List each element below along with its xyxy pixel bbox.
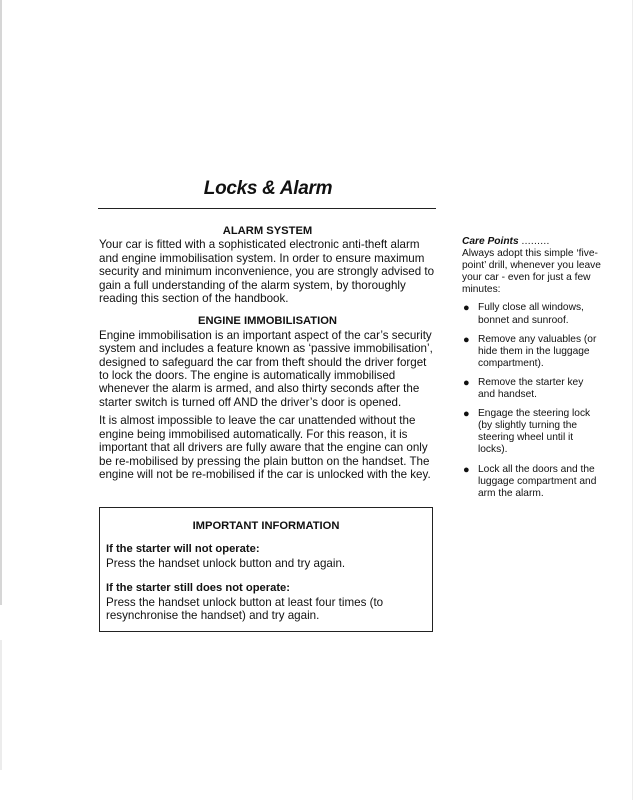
- title-divider: [98, 208, 436, 209]
- engine-immobilisation-heading: ENGINE IMMOBILISATION: [197, 315, 337, 328]
- care-point-item: [462, 377, 602, 401]
- info-item-text: Press the handset unlock button and try again.: [106, 556, 346, 570]
- care-point-item: [462, 302, 602, 326]
- alarm-system-body: Your car is fitted with a sophisticated electronic anti-theft alarm and engine immobilisation system. In order to ensure maximum security and minimum inconvenience, you are strongly advised to gain a full understanding of the alarm system, by thoroughly reading this section of the handbook.: [99, 238, 435, 306]
- care-point-item: [462, 334, 602, 370]
- care-point-text: Remove the starter key and handset.: [478, 376, 584, 401]
- bullet-icon: ●: [463, 376, 470, 389]
- alarm-system-heading: ALARM SYSTEM: [222, 225, 313, 237]
- care-point-item: [462, 464, 602, 500]
- info-item: [106, 581, 426, 622]
- engine-immobilisation-section: [99, 315, 436, 481]
- care-points-sidebar: [462, 236, 602, 507]
- info-item-label: If the starter will not operate:: [106, 543, 260, 556]
- bullet-icon: ●: [463, 408, 470, 421]
- page-edge-left-lower: [0, 640, 2, 770]
- care-point-text: Fully close all windows, bonnet and sunroof.: [478, 302, 584, 326]
- alarm-system-section: [99, 225, 436, 305]
- engine-immobilisation-para-1: Engine immobilisation is an important aspect of the car’s security system and includes a feature known as ‘passive immobilisation’, designed to safeguard the car from theft should the driver forget to lock the doors. The engine is automatically immobilised whenever the alarm is armed, and also thirty seconds after the starter switch is turned off AND the driver’s door is opened.: [99, 328, 433, 409]
- care-points-intro: Always adopt this simple ‘five-point’ drill, whenever you leave your car - even for just a few minutes:: [462, 248, 601, 296]
- care-points-list: [462, 302, 602, 499]
- engine-immobilisation-para-2: It is almost impossible to leave the car unattended without the engine being immobilised automatically. For this reason, it is important that all drivers are fully aware that the engine can only be re-mobilised by pressing the plain button on the handset. The engine will not be re-mobilised if the car is unlocked with the key.: [99, 414, 431, 481]
- care-points-title: Care Points: [462, 236, 519, 247]
- important-information-box: [99, 507, 433, 632]
- bullet-icon: ●: [463, 463, 470, 476]
- care-point-text: Lock all the doors and the luggage compartment and arm the alarm.: [478, 463, 597, 499]
- info-item-text: Press the handset unlock button at least four times (to resynchronise the handset) and try again.: [106, 595, 384, 623]
- care-points-dots: .........: [521, 236, 550, 247]
- care-points-heading: [462, 236, 602, 248]
- main-column: [99, 225, 436, 481]
- page-title: Locks & Alarm: [203, 178, 333, 199]
- info-item: [106, 542, 426, 570]
- info-item-label: If the starter still does not operate:: [106, 582, 291, 595]
- page-edge-left: [0, 0, 2, 605]
- care-point-item: [462, 408, 602, 456]
- care-point-text: Engage the steering lock (by slightly turning the steering wheel until it locks).: [478, 408, 591, 456]
- bullet-icon: ●: [463, 302, 470, 315]
- important-information-title: IMPORTANT INFORMATION: [192, 520, 340, 532]
- bullet-icon: ●: [463, 333, 470, 346]
- care-point-text: Remove any valuables (or hide them in the luggage compartment).: [478, 333, 597, 369]
